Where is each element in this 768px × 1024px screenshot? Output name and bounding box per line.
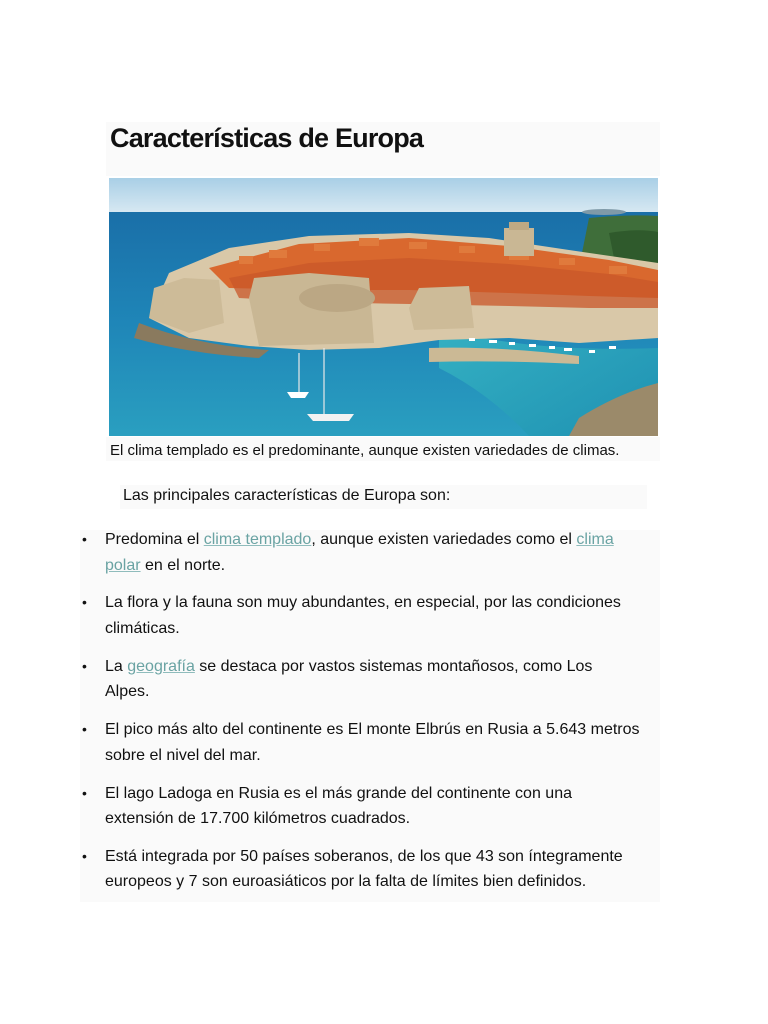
item-text: , aunque existen variedades como el [311,531,577,548]
bullet-icon: • [82,847,87,864]
intro-text: Las principales características de Europa son: [123,487,451,504]
coastal-city-photo [109,178,658,436]
item-text: El pico más alto del continente es El monte Elbrús en Rusia a 5.643 metros sobre el nivel del mar. [105,721,640,764]
item-text: El lago Ladoga en Rusia es el más grande del continente con una extensión de 17.700 kilómetros cuadrados. [105,784,572,828]
list-item [80,781,640,832]
item-text: La flora y la fauna son muy abundantes, en especial, por las condiciones climáticas. [105,594,621,637]
item-text: La [105,657,128,675]
features-list [80,527,640,907]
item-text: se destaca por vastos sistemas montañosos, como Los Alpes. [105,657,593,701]
item-text: en el norte. [140,556,226,574]
item-text: Está integrada por 50 países soberanos, de los que 43 son íntegramente europeos y 7 son euroasiáticos por la falta de límites bien definidos. [105,847,623,891]
bullet-icon: • [82,531,87,547]
link-geografia[interactable]: geografía [127,657,195,675]
bullet-icon: • [82,594,87,611]
list-item [80,717,640,768]
page-title: Características de Europa [110,123,424,153]
item-text: Predomina el [105,531,204,548]
image-caption: El clima templado es el predominante, aunque existen variedades de climas. [110,442,620,459]
list-item [80,527,640,578]
link-clima-polar[interactable]: clima polar [105,531,614,574]
list-item [80,590,640,641]
link-clima-templado[interactable]: clima templado [203,531,312,548]
bullet-icon: • [82,657,87,674]
list-item [80,844,640,895]
list-item [80,654,640,705]
bullet-icon: • [82,721,87,738]
bullet-icon: • [82,784,87,801]
